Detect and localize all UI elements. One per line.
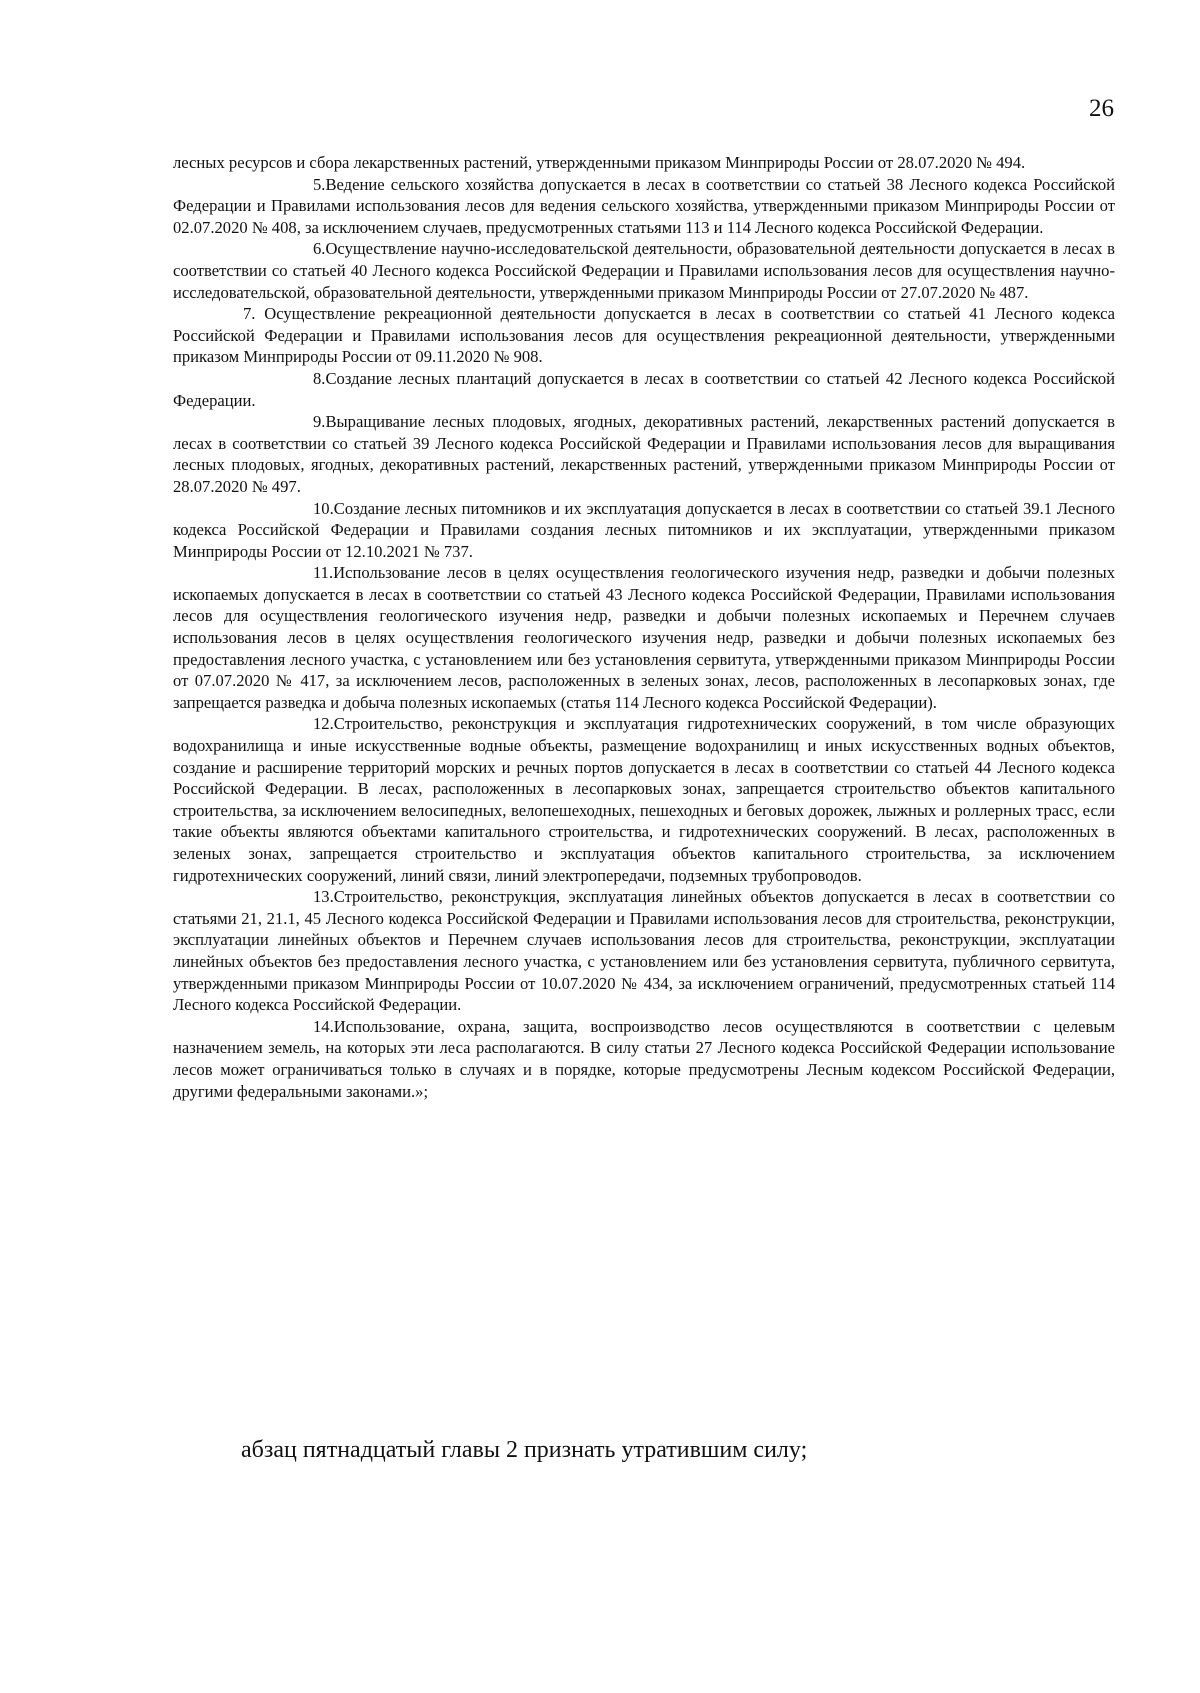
paragraph-text: Создание лесных питомников и их эксплуатация допускается в лесах в соответствии со статьей 39.1 Лесного кодекса Российской Федерации и Правилами создания лесных питомников и их эксплуатации, утвержденными приказом Минприроды России от 12.10.2021 № 737. xyxy=(173,498,1115,561)
paragraph-number: 14. xyxy=(313,1016,334,1036)
paragraph-number: 12. xyxy=(313,714,334,734)
paragraph-14 xyxy=(173,1016,1115,1102)
paragraph-text: Ведение сельского хозяйства допускается в лесах в соответствии со статьей 38 Лесного кодекса Российской Федерации и Правилами использования лесов для ведения сельского хозяйства, утвержденными приказом Минприроды России от 02.07.2020 № 408, за исключением случаев, предусмотренных статьями 113 и 114 Лесного кодекса Российской Федерации. xyxy=(173,174,1115,237)
paragraph-continuation xyxy=(173,152,1115,174)
paragraph-text: Создание лесных плантаций допускается в лесах в соответствии со статьей 42 Лесного кодекса Российской Федерации. xyxy=(173,368,1115,410)
paragraph-10 xyxy=(173,498,1115,563)
paragraph-13 xyxy=(173,886,1115,1016)
paragraph-7 xyxy=(173,303,1115,368)
closing-amendment-text: абзац пятнадцатый главы 2 признать утратившим силу; xyxy=(241,1437,808,1463)
paragraph-11 xyxy=(173,562,1115,713)
paragraph-5 xyxy=(173,174,1115,239)
paragraph-text: Строительство, реконструкция и эксплуатация гидротехнических сооружений, в том числе образующих водохранилища и иные искусственные водные объекты, размещение водохранилищ и иных искусственных водных объектов, создание и расширение территорий морских и речных портов допускается в лесах в соответствии со статьей 44 Лесного кодекса Российской Федерации. В лесах, расположенных в лесопарковых зонах, запрещается строительство объектов капитального строительства, за исключением велосипедных, велопешеходных, пешеходных и беговых дорожек, лыжных и роллерных трасс, если такие объекты являются объектами капитального строительства, и гидротехнических сооружений. В лесах, расположенных в зеленых зонах, запрещается строительство и эксплуатация объектов капитального строительства, за исключением гидротехнических сооружений, линий связи, линий электропередачи, подземных трубопроводов. xyxy=(173,714,1115,885)
paragraph-9 xyxy=(173,411,1115,497)
paragraph-number: 10. xyxy=(313,498,334,518)
paragraph-text: Строительство, реконструкция, эксплуатация линейных объектов допускается в лесах в соответствии со статьями 21, 21.1, 45 Лесного кодекса Российской Федерации и Правилами использования лесов для строительства, реконструкции, эксплуатации линейных объектов и Перечнем случаев использования лесов для строительства, реконструкции, эксплуатации линейных объектов без предоставления лесного участка, с установлением или без установления сервитута, публичного сервитута, утвержденными приказом Минприроды России от 10.07.2020 № 434, за исключением ограничений, предусмотренных статьей 114 Лесного кодекса Российской Федерации. xyxy=(173,887,1115,1015)
paragraph-text: 7. Осуществление рекреационной деятельности допускается в лесах в соответствии со статьей 41 Лесного кодекса Российской Федерации и Правилами использования лесов для осуществления рекреационной деятельности, утвержденными приказом Минприроды России от 09.11.2020 № 908. xyxy=(173,304,1115,367)
paragraph-number: 11. xyxy=(313,563,334,583)
paragraph-number: 13. xyxy=(313,887,334,907)
paragraph-text: Выращивание лесных плодовых, ягодных, декоративных растений, лекарственных растений допускается в лесах в соответствии со статьей 39 Лесного кодекса Российской Федерации и Правилами использования лесов для выращивания лесных плодовых, ягодных, декоративных растений, лекарственных растений, утвержденными приказом Минприроды России от 28.07.2020 № 497. xyxy=(173,412,1115,496)
paragraph-number: 9. xyxy=(313,412,326,432)
paragraph-text: Использование лесов в целях осуществления геологического изучения недр, разведки и добычи полезных ископаемых допускается в лесах в соответствии со статьей 43 Лесного кодекса Российской Федерации, Правилами использования лесов для осуществления геологического изучения недр, разведки и добычи полезных ископаемых и Перечнем случаев использования лесов в целях осуществления геологического изучения недр, разведки и добычи полезных ископаемых без предоставления лесного участка, с установлением или без установления сервитута, утвержденными приказом Минприроды России от 07.07.2020 № 417, за исключением лесов, расположенных в зеленых зонах, лесов, расположенных в лесопарковых зонах, где запрещается разведка и добыча полезных ископаемых (статья 114 Лесного кодекса Российской Федерации). xyxy=(173,563,1115,712)
paragraph-6 xyxy=(173,238,1115,303)
paragraph-text: Осуществление научно-исследовательской деятельности, образовательной деятельности допускается в лесах в соответствии со статьей 40 Лесного кодекса Российской Федерации и Правилами использования лесов для осуществления научно-исследовательской, образовательной деятельности, утвержденными приказом Минприроды России от 27.07.2020 № 487. xyxy=(173,239,1115,302)
paragraph-12 xyxy=(173,713,1115,886)
paragraph-number: 6. xyxy=(313,239,326,259)
paragraph-number: 8. xyxy=(313,368,326,388)
page-number: 26 xyxy=(1089,95,1114,122)
paragraph-number: 5. xyxy=(313,174,326,194)
paragraph-8 xyxy=(173,368,1115,411)
paragraph-text: лесных ресурсов и сбора лекарственных растений, утвержденными приказом Минприроды России от 28.07.2020 № 494. xyxy=(173,153,1026,172)
document-body xyxy=(173,152,1115,1102)
paragraph-text: Использование, охрана, защита, воспроизводство лесов осуществляются в соответствии с целевым назначением земель, на которых эти леса располагаются. В силу статьи 27 Лесного кодекса Российской Федерации использование лесов может ограничиваться только в случаях и в порядке, которые предусмотрены Лесным кодексом Российской Федерации, другими федеральными законами.»; xyxy=(173,1016,1115,1101)
